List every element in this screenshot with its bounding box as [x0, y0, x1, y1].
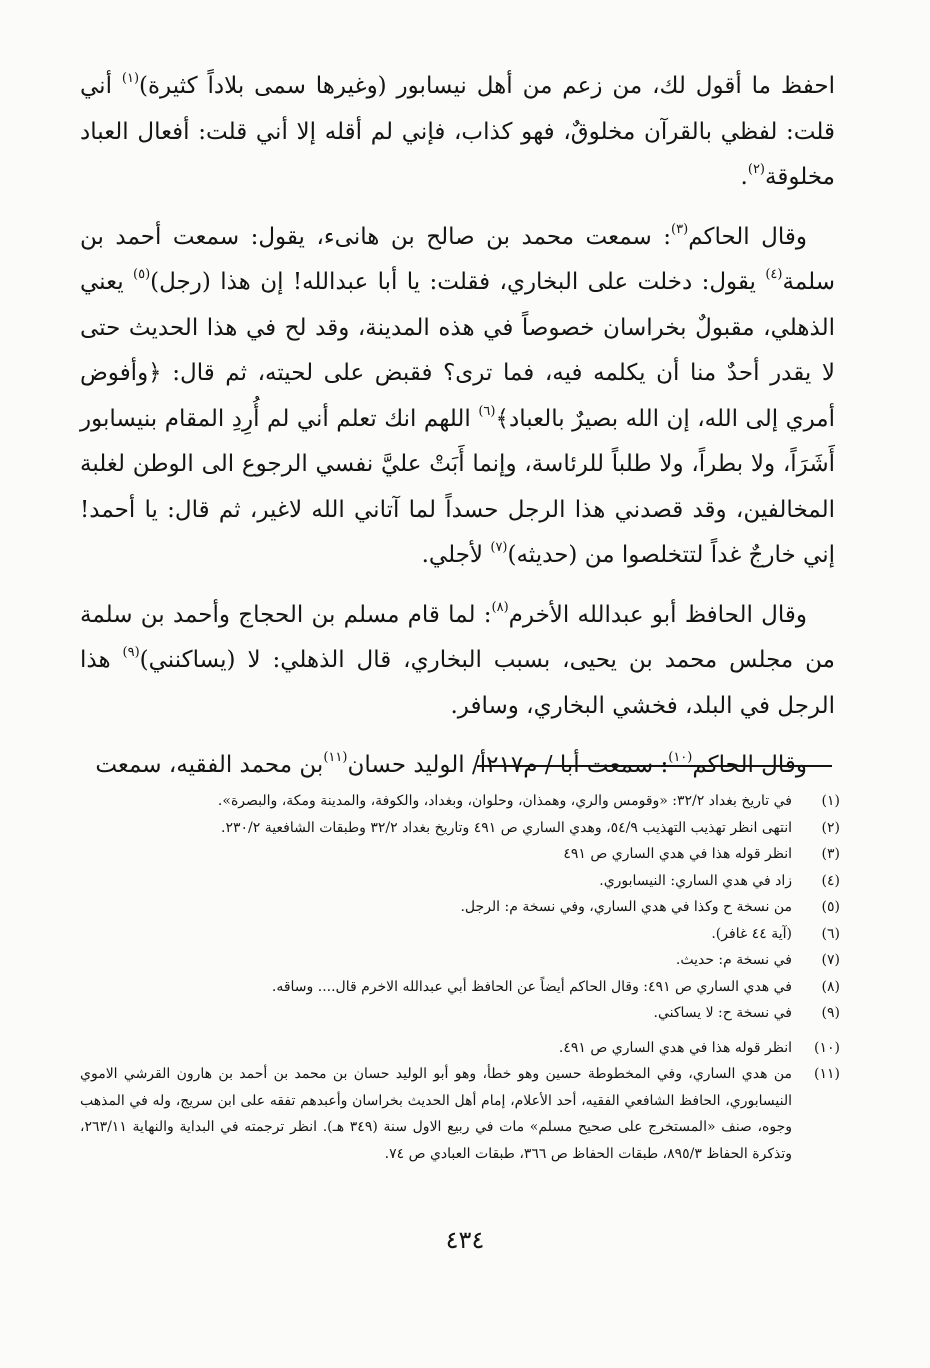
footnote-text: زاد في هدي الساري: النيسابوري. [599, 872, 792, 889]
footnote [80, 841, 840, 868]
text-run: وقال الحافظ أبو عبدالله الأخرم [508, 601, 807, 628]
footnote-number: (٤) [821, 872, 840, 889]
footnotes [80, 788, 840, 1167]
footnote [80, 1061, 840, 1167]
footnote [80, 894, 840, 921]
text-run: يعني الذهلي، مقبولٌ بخراسان خصوصاً في هذه المدينة، وقد لح في هذا الحديث حتى لا يقدر أحدٌ منا أن يكلمه فيه، فما ترى؟ فقبض على لحيته، ثم قال: ﴿وأفوض أمري إلى الله، إن الله بصيرٌ بالعباد﴾ [80, 269, 835, 432]
footnote-text: في تاريخ بغداد ٣٢/٢: «وقومس والري، وهمذان، وحلوان، وبغداد، والكوفة، والمدينة ومكة، والبصرة». [217, 793, 792, 809]
footnote-separator [477, 765, 832, 767]
text-run: وقال الحاكم [688, 223, 807, 250]
footnote-number: (٥) [821, 899, 840, 915]
text-run: : لما قام مسلم بن الحجاج وأحمد بن سلمة من مجلس محمد بن يحيى، بسبب البخاري، قال الذهلي: لا (يساكنني) [80, 601, 835, 673]
footnote-marker: (١) [121, 71, 140, 86]
text-run: لأجلي. [421, 542, 491, 568]
footnote-marker: (٧) [490, 540, 508, 555]
paragraph [80, 64, 835, 201]
footnote [80, 868, 840, 895]
text-run: بن محمد الفقيه، سمعت [95, 752, 324, 778]
footnote [80, 921, 840, 948]
footnote-marker: (٤) [765, 267, 783, 282]
footnote-number: (٨) [821, 978, 840, 995]
footnote-marker: (١١) [323, 750, 348, 765]
footnote-text: انتهى انظر تهذيب التهذيب ٥٤/٩، وهدي الساري ص ٤٩١ وتاريخ بغداد ٣٢/٢ وطبقات الشافعية ٢٣٠/٢. [221, 819, 792, 836]
footnote [80, 788, 840, 815]
footnote-marker: (١٠) [668, 750, 693, 765]
text-run: هذا الرجل في البلد، فخشي البخاري، وسافر. [80, 647, 835, 719]
footnote [80, 1000, 840, 1027]
text-run: يقول: دخلت على البخاري، فقلت: يا أبا عبدالله! إن هذا (رجل) [150, 269, 766, 295]
footnote-text: من هدي الساري، وفي المخطوطة حسين وهو خطأ، وهو أبو الوليد حسان بن محمد بن أحمد بن هارون القرشي الاموي النيسابوري، الحافظ الشافعي الفقيه، أحد الأعلام، إمام أهل الحديث بخراسان وأعبدهم تفقه على ابن سريج، وله في المذهب وجوه، صنف «المستخرج على صحيح مسلم» مات في ربيع الاول سنة (٣٤٩ هـ). انظر ترجمته في البداية والنهاية ٢٦٣/١١، وتذكرة الحفاظ ٨٩٥/٣، طبقات الحفاظ ص ٣٦٦، طبقات العبادي ص ٧٤. [80, 1066, 792, 1162]
footnote-number: (١) [821, 793, 840, 809]
footnote-text: انظر قوله هذا في هدي الساري ص ٤٩١. [558, 1039, 792, 1056]
footnote [80, 1035, 840, 1062]
footnote [80, 974, 840, 1001]
paragraph [80, 215, 835, 579]
main-text [80, 64, 835, 803]
text-run: : سمعت محمد بن صالح بن هانىء، يقول: سمعت أحمد بن سلمة [80, 223, 835, 295]
footnote-marker: (٩) [122, 645, 140, 660]
footnote-text: من نسخة ح وكذا في هدي الساري، وفي نسخة م: الرجل. [460, 899, 792, 915]
footnote-marker: (٦) [478, 403, 496, 419]
footnote-marker: (٢) [747, 162, 765, 177]
footnote-marker: (٥) [133, 267, 151, 282]
footnote-number: (٧) [821, 952, 840, 968]
text-run: : سمعت أبا / م٢١٧أ/ الوليد حسان [347, 752, 669, 778]
footnote-number: (٩) [821, 1005, 840, 1021]
footnote-number: (٦) [821, 925, 840, 942]
footnote-text: انظر قوله هذا في هدي الساري ص ٤٩١ [563, 846, 792, 862]
footnote-number: (٣) [821, 846, 840, 862]
text-run: أني قلت: لفظي بالقرآن مخلوقٌ، فهو كذاب، فإني لم أقله إلا أني قلت: أفعال العباد مخلوقة [80, 73, 835, 190]
footnote-text: في هدي الساري ص ٤٩١: وقال الحاكم أيضاً عن الحافظ أبي عبدالله الاخرم قال.... وساقه. [271, 978, 792, 995]
text-run: وقال الحاكم [692, 752, 807, 778]
footnote-number: (١١) [814, 1066, 840, 1082]
footnote [80, 947, 840, 974]
footnote [80, 815, 840, 842]
footnote-text: (آية ٤٤ غافر). [711, 925, 792, 942]
text-run: احفظ ما أقول لك، من زعم من أهل نيسابور (وغيرها سمى بلاداً كثيرة) [139, 73, 835, 99]
footnote-number: (٢) [821, 819, 840, 836]
footnote-text: في نسخة م: حديث. [675, 952, 792, 968]
text-run: . [740, 164, 748, 190]
footnote-number: (١٠) [814, 1039, 840, 1056]
footnote-text: في نسخة ح: لا يساكني. [653, 1005, 792, 1021]
text-run: اللهم انك تعلم أني لم أُرِدِ المقام بنيسابور أَشَرَاً، ولا بطراً، ولا طلباً للرئاسة، وإنما أَبَتْ عليَّ نفسي الرجوع الى الوطن لغلبة المخالفين، وقد قصدني هذا الرجل حسداً لما آتاني الله لاغير، ثم قال: يا أحمد! إني خارجٌ غداً لتتخلصوا من (حديثه) [80, 405, 835, 568]
page-number: ٤٣٤ [445, 1226, 485, 1254]
paragraph [80, 593, 835, 730]
footnote-marker: (٨) [491, 599, 509, 615]
footnote-marker: (٣) [671, 221, 689, 237]
